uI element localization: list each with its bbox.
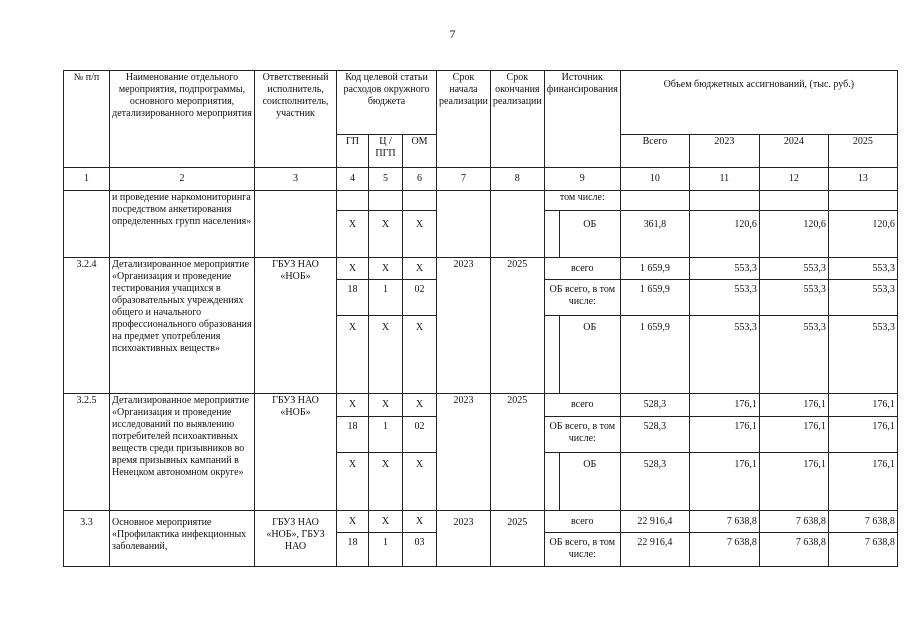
code-cpgp: Х bbox=[369, 316, 403, 394]
row-start: 2023 bbox=[437, 258, 491, 394]
row-source: ОБ bbox=[559, 453, 620, 510]
row-source: всего bbox=[544, 511, 620, 533]
value-2024: 176,1 bbox=[759, 394, 828, 417]
header-om: ОМ bbox=[403, 135, 437, 168]
code-gp: 18 bbox=[337, 533, 369, 567]
header-volume: Объем бюджетных ассигнований, (тыс. руб.) bbox=[620, 71, 897, 135]
value-total: 528,3 bbox=[620, 417, 689, 453]
code-om: 02 bbox=[403, 417, 437, 453]
header-source: Источник финансирования bbox=[544, 71, 620, 168]
value-total: 1 659,9 bbox=[620, 316, 689, 394]
colnum: 10 bbox=[620, 168, 689, 191]
page-number: 7 bbox=[449, 27, 456, 41]
value-2025: 7 638,8 bbox=[828, 533, 897, 567]
value-total: 528,3 bbox=[620, 453, 689, 511]
colnum: 1 bbox=[64, 168, 110, 191]
row-name: Основное мероприятие «Профилактика инфекционных заболеваний, bbox=[110, 511, 255, 567]
code-om: 02 bbox=[403, 280, 437, 316]
row-start: 2023 bbox=[437, 394, 491, 511]
code-om: Х bbox=[403, 511, 437, 533]
value-2023: 553,3 bbox=[689, 280, 759, 316]
code-om: Х bbox=[403, 211, 437, 258]
header-code: Код целевой статьи расходов окружного бюджета bbox=[337, 71, 437, 135]
code-cpgp: Х bbox=[369, 211, 403, 258]
row-end: 2025 bbox=[490, 258, 544, 394]
value-total: 528,3 bbox=[620, 394, 689, 417]
value-total: 1 659,9 bbox=[620, 280, 689, 316]
colnum: 9 bbox=[544, 168, 620, 191]
code-cpgp: 1 bbox=[369, 280, 403, 316]
table-row bbox=[64, 258, 898, 280]
code-cpgp: Х bbox=[369, 258, 403, 280]
colnum: 12 bbox=[759, 168, 828, 191]
row-executor: ГБУЗ НАО «НОБ», ГБУЗ НАО bbox=[255, 511, 337, 567]
row-start: 2023 bbox=[437, 511, 491, 567]
row-name: Детализированное мероприятие «Организация и проведение исследований по выявлению потребителей психоактивных веществ среди призывников во время призывных кампаний в Ненецком автономном округе» bbox=[110, 394, 255, 511]
value-2023: 7 638,8 bbox=[689, 533, 759, 567]
header-2023: 2023 bbox=[689, 135, 759, 168]
value-2023: 176,1 bbox=[689, 417, 759, 453]
row-executor: ГБУЗ НАО «НОБ» bbox=[255, 258, 337, 394]
header-gp: ГП bbox=[337, 135, 369, 168]
value-2023: 176,1 bbox=[689, 453, 759, 511]
code-gp: Х bbox=[337, 211, 369, 258]
colnum: 8 bbox=[490, 168, 544, 191]
value-2025: 176,1 bbox=[828, 453, 897, 511]
code-cpgp: Х bbox=[369, 453, 403, 511]
code-om: Х bbox=[403, 258, 437, 280]
colnum: 6 bbox=[403, 168, 437, 191]
value-2025: 120,6 bbox=[828, 211, 897, 258]
row-source: ОБ всего, в том числе: bbox=[544, 417, 620, 453]
table-row bbox=[64, 394, 898, 417]
code-gp: Х bbox=[337, 258, 369, 280]
value-2025: 553,3 bbox=[828, 280, 897, 316]
header-start: Срок начала реализации bbox=[437, 71, 491, 168]
header-2024: 2024 bbox=[759, 135, 828, 168]
value-2024: 176,1 bbox=[759, 417, 828, 453]
row-executor: ГБУЗ НАО «НОБ» bbox=[255, 394, 337, 511]
header-end: Срок окончания реализации bbox=[490, 71, 544, 168]
header-total: Всего bbox=[620, 135, 689, 168]
colnum: 4 bbox=[337, 168, 369, 191]
value-2024: 553,3 bbox=[759, 316, 828, 394]
value-2023: 553,3 bbox=[689, 316, 759, 394]
value-2024: 553,3 bbox=[759, 280, 828, 316]
row-number: 3.2.5 bbox=[64, 394, 110, 511]
column-numbers-row bbox=[64, 168, 898, 191]
value-2023: 7 638,8 bbox=[689, 511, 759, 533]
colnum: 3 bbox=[255, 168, 337, 191]
header-name: Наименование отдельного мероприятия, подпрограммы, основного мероприятия, детализированного мероприятия bbox=[110, 71, 255, 168]
row-source: ОБ всего, в том числе: bbox=[544, 533, 620, 567]
value-2025: 7 638,8 bbox=[828, 511, 897, 533]
row-source: ОБ bbox=[559, 316, 620, 393]
row-source: всего bbox=[544, 394, 620, 417]
row-source: том числе: bbox=[544, 191, 620, 211]
code-om: Х bbox=[403, 453, 437, 511]
header-executor: Ответственный исполнитель, соисполнитель, участник bbox=[255, 71, 337, 168]
colnum: 7 bbox=[437, 168, 491, 191]
header-number: № п/п bbox=[64, 71, 110, 168]
table-row bbox=[64, 191, 898, 211]
code-gp: 18 bbox=[337, 417, 369, 453]
row-end: 2025 bbox=[490, 511, 544, 567]
code-cpgp: 1 bbox=[369, 533, 403, 567]
value-2023: 553,3 bbox=[689, 258, 759, 280]
code-gp: Х bbox=[337, 453, 369, 511]
row-source: ОБ всего, в том числе: bbox=[544, 280, 620, 316]
code-om: Х bbox=[403, 316, 437, 394]
value-total: 1 659,9 bbox=[620, 258, 689, 280]
colnum: 2 bbox=[110, 168, 255, 191]
header-2025: 2025 bbox=[828, 135, 897, 168]
row-source: ОБ bbox=[559, 211, 620, 257]
code-gp: Х bbox=[337, 511, 369, 533]
row-number: 3.2.4 bbox=[64, 258, 110, 394]
code-cpgp: Х bbox=[369, 511, 403, 533]
code-cpgp: 1 bbox=[369, 417, 403, 453]
value-2024: 176,1 bbox=[759, 453, 828, 511]
budget-table bbox=[63, 70, 898, 567]
value-2024: 7 638,8 bbox=[759, 511, 828, 533]
table-row bbox=[64, 511, 898, 533]
value-2024: 7 638,8 bbox=[759, 533, 828, 567]
row-end: 2025 bbox=[490, 394, 544, 511]
code-cpgp: Х bbox=[369, 394, 403, 417]
row-executor bbox=[255, 191, 337, 258]
row-number bbox=[64, 191, 110, 258]
code-om: 03 bbox=[403, 533, 437, 567]
value-2024: 553,3 bbox=[759, 258, 828, 280]
code-gp: Х bbox=[337, 394, 369, 417]
code-om: Х bbox=[403, 394, 437, 417]
value-total: 22 916,4 bbox=[620, 533, 689, 567]
value-total: 361,8 bbox=[620, 211, 689, 258]
row-name: Детализированное мероприятие «Организация и проведение тестирования учащихся в образовательных учреждениях общего и начального профессионального образования на предмет употребления психоактивных веществ» bbox=[110, 258, 255, 394]
value-2023: 176,1 bbox=[689, 394, 759, 417]
value-2023: 120,6 bbox=[689, 211, 759, 258]
header-cpgp: Ц / ПГП bbox=[369, 135, 403, 168]
row-number: 3.3 bbox=[64, 511, 110, 567]
code-gp: Х bbox=[337, 316, 369, 394]
colnum: 13 bbox=[828, 168, 897, 191]
value-2024: 120,6 bbox=[759, 211, 828, 258]
value-2025: 553,3 bbox=[828, 258, 897, 280]
value-total: 22 916,4 bbox=[620, 511, 689, 533]
row-name: и проведение наркомониторинга посредством анкетирования определенных групп населения» bbox=[110, 191, 255, 258]
value-2025: 176,1 bbox=[828, 394, 897, 417]
colnum: 5 bbox=[369, 168, 403, 191]
row-source: всего bbox=[544, 258, 620, 280]
value-2025: 553,3 bbox=[828, 316, 897, 394]
colnum: 11 bbox=[689, 168, 759, 191]
value-2025: 176,1 bbox=[828, 417, 897, 453]
code-gp: 18 bbox=[337, 280, 369, 316]
